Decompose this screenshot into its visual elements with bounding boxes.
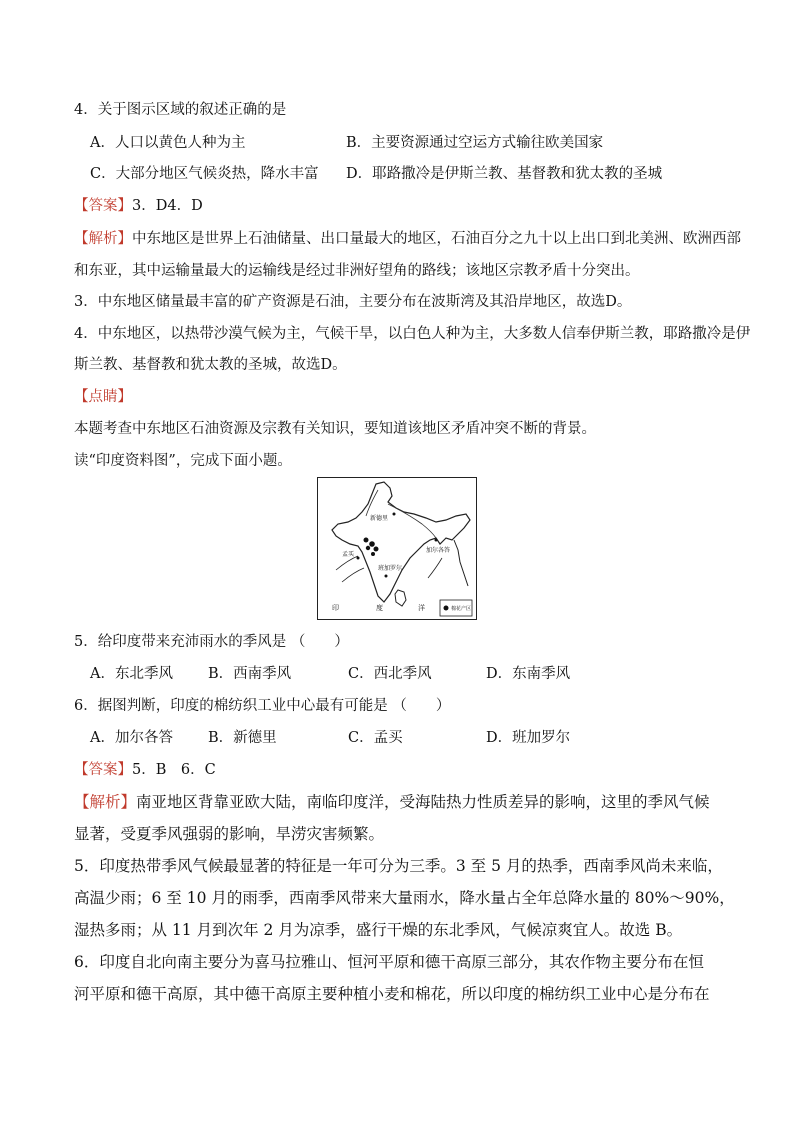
comment-tag <box>74 387 132 407</box>
analysis-line-2: 显著，受夏季风强弱的影响，旱涝灾害频繁。 <box>74 825 385 843</box>
q6-option-d: D．班加罗尔 <box>486 730 571 746</box>
answer-tag: 【答案】 <box>74 762 132 778</box>
analysis-line-1: 中东地区是世界上石油储量、出口量最大的地区，石油百分之九十以上出口到北美洲、欧洲西部 <box>132 231 741 247</box>
analysis-q5-line-1: 5．印度热带季风气候最显著的特征是一年可分为三季。3 至 5 月的热季，西南季风尚未来临， <box>74 857 723 875</box>
q5-option-b: B．西南季风 <box>208 666 292 682</box>
east-coastline <box>454 540 468 586</box>
q4-option-d: D．耶路撒冷是伊斯兰教、基督教和犹太教的圣城 <box>346 166 663 182</box>
mumbai-marker <box>357 557 360 560</box>
map-label-ocean-3: 洋 <box>418 604 425 612</box>
q4-options-row1 <box>90 133 604 153</box>
monsoon-arrow-1 <box>336 556 358 570</box>
q6-options <box>90 728 571 748</box>
analysis-q4-line-2: 斯兰教、基督教和犹太教的圣城，故选D。 <box>74 357 347 373</box>
analysis-q4-line-1: 4．中东地区，以热带沙漠气候为主，气候干旱，以白色人种为主，大多数人信奉伊斯兰教，耶路撒冷是伊 <box>74 326 751 342</box>
bangalore-marker <box>385 575 388 578</box>
q5-options <box>90 664 571 684</box>
answer-text: 5．B 6．C <box>132 762 216 778</box>
q6-option-b: B．新德里 <box>208 730 277 746</box>
ganges-river <box>388 504 436 538</box>
map-label-delhi: 新德里 <box>370 515 389 522</box>
q5-option-a: A．东北季风 <box>90 666 173 682</box>
analysis-line-2: 和东亚，其中运输量最大的运输线是经过非洲好望角的路线；该地区宗教矛盾十分突出。 <box>74 263 640 279</box>
legend-dot <box>444 606 449 611</box>
answer-block-1 <box>74 196 203 216</box>
sri-lanka-outline <box>395 590 406 606</box>
q4-stem: 4．关于图示区域的叙述正确的是 <box>74 102 287 118</box>
map-label-ocean-1: 印 <box>332 604 339 612</box>
india-map <box>317 477 477 620</box>
india-map-svg <box>318 478 476 619</box>
cotton-dot <box>364 538 369 543</box>
analysis-tag: 【解析】 <box>74 793 137 811</box>
cotton-dot <box>371 552 375 556</box>
answer-text: 3．D4．D <box>132 198 203 214</box>
q6-option-a: A．加尔各答 <box>90 730 173 746</box>
india-outline <box>332 482 470 602</box>
q5-option-d: D．东南季风 <box>486 666 571 682</box>
q6-stem: 6．据图判断，印度的棉纺织工业中心最有可能是 （ ） <box>74 698 451 714</box>
monsoon-arrow-3 <box>428 558 442 578</box>
analysis-q5-line-2: 高温少雨；6 至 10 月的雨季，西南季风带来大量雨水，降水量占全年总降水量的 80%～90%， <box>74 889 735 907</box>
q4-option-a: A．人口以黄色人种为主 <box>90 135 246 151</box>
q5-option-c: C．西北季风 <box>348 666 432 682</box>
analysis-block-1 <box>74 229 741 249</box>
legend-label: 棉花产区 <box>451 606 472 612</box>
analysis-line-1: 南亚地区背靠亚欧大陆，南临印度洋，受海陆热力性质差异的影响，这里的季风气候 <box>136 793 710 811</box>
cotton-dot <box>366 546 370 550</box>
q4-option-b: B．主要资源通过空运方式输往欧美国家 <box>346 135 604 151</box>
delhi-marker <box>393 513 396 516</box>
map-label-kolkata: 加尔各答 <box>426 547 451 554</box>
analysis-q3: 3．中东地区储量最丰富的矿产资源是石油，主要分布在波斯湾及其沿岸地区，故选D。 <box>74 294 632 310</box>
kolkata-marker <box>435 539 438 542</box>
q6-option-c: C．孟买 <box>348 730 403 746</box>
map-intro: 读“印度资料图”，完成下面小题。 <box>74 453 292 469</box>
analysis-tag: 【解析】 <box>74 231 132 247</box>
answer-tag: 【答案】 <box>74 198 132 214</box>
map-label-ocean-2: 度 <box>376 604 383 612</box>
q4-option-c: C．大部分地区气候炎热，降水丰富 <box>90 166 319 182</box>
cotton-dot <box>374 547 379 552</box>
map-label-bangalore: 班加罗尔 <box>378 565 403 572</box>
analysis-q6-line-2: 河平原和德干高原，其中德干高原主要种植小麦和棉花，所以印度的棉纺织工业中心是分布在 <box>74 985 710 1003</box>
comment-tag-text: 【点睛】 <box>74 389 132 405</box>
map-label-mumbai: 孟买 <box>342 551 355 558</box>
comment-text: 本题考查中东地区石油资源及宗教有关知识，要知道该地区矛盾冲突不断的背景。 <box>74 421 596 437</box>
analysis-q6-line-1: 6．印度自北向南主要分为喜马拉雅山、恒河平原和德干高原三部分，其农作物主要分布在恒 <box>74 953 704 971</box>
analysis-block-2 <box>74 792 710 812</box>
answer-block-2 <box>74 760 216 780</box>
analysis-q5-line-3: 湿热多雨；从 11 月到次年 2 月为凉季，盛行干燥的东北季风，气候凉爽宜人。故选 B。 <box>74 921 683 939</box>
cotton-dot <box>369 541 375 547</box>
q4-options-row2 <box>90 164 663 184</box>
monsoon-arrow-2 <box>342 568 364 582</box>
q5-stem: 5．给印度带来充沛雨水的季风是 （ ） <box>74 634 349 650</box>
